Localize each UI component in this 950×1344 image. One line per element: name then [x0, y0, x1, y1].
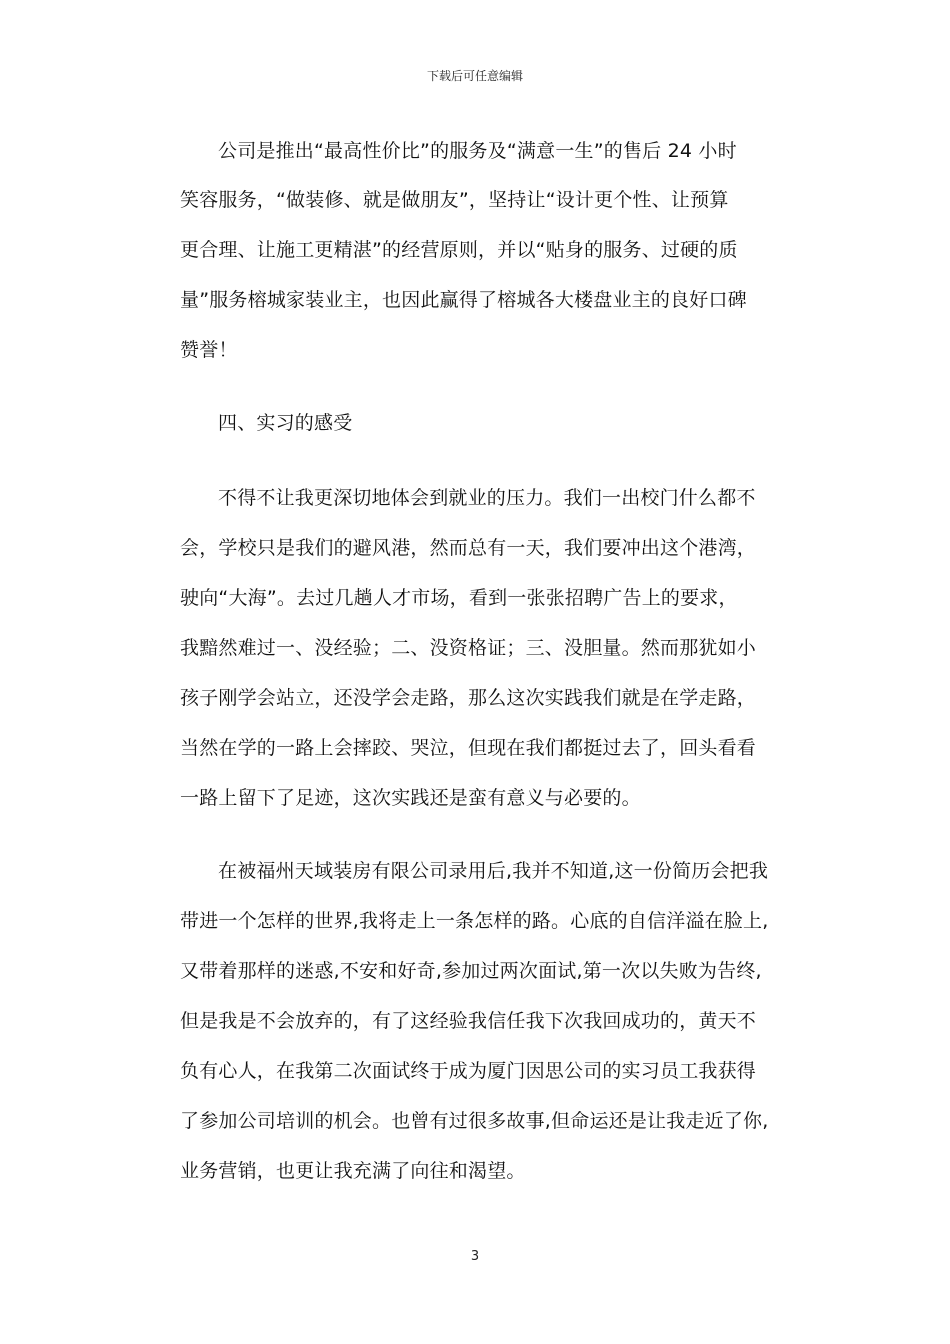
paragraph-line: 了参加公司培训的机会。也曾有过很多故事,但命运还是让我走近了你, [180, 1110, 769, 1132]
paragraph-line: 业务营销，也更让我充满了向往和渴望。 [180, 1160, 526, 1182]
paragraph-line: 赞誉！ [180, 339, 238, 361]
paragraph-line: 一路上留下了足迹，这次实践还是蛮有意义与必要的。 [180, 787, 641, 809]
page-header: 下载后可任意编辑 [426, 69, 523, 83]
paragraph-line: 但是我是不会放弃的，有了这经验我信任我下次我回成功的，黄天不 [180, 1010, 757, 1032]
paragraph-line: 又带着那样的迷惑,不安和好奇,参加过两次面试,第一次以失败为告终, [180, 960, 762, 982]
paragraph-line: 公司是推出“最高性价比”的服务及“满意一生”的售后 24 小时 [218, 140, 737, 162]
paragraph-line: 量”服务榕城家装业主，也因此赢得了榕城各大楼盘业主的良好口碑 [180, 289, 747, 311]
paragraph-line: 会，学校只是我们的避风港，然而总有一天，我们要冲出这个港湾， [180, 537, 757, 559]
paragraph-line: 驶向“大海”。去过几趟人才市场，看到一张张招聘广告上的要求， [180, 587, 738, 609]
paragraph-line: 带进一个怎样的世界,我将走上一条怎样的路。心底的自信洋溢在脸上, [180, 910, 769, 932]
paragraph-line: 不得不让我更深切地体会到就业的压力。我们一出校门什么都不 [218, 487, 756, 509]
paragraph-line: 负有心人，在我第二次面试终于成为厦门因思公司的实习员工我获得 [180, 1060, 757, 1082]
section-heading: 四、实习的感受 [218, 412, 353, 434]
paragraph-line: 在被福州天域装房有限公司录用后,我并不知道,这一份简历会把我 [218, 860, 769, 882]
page-number: 3 [470, 1249, 480, 1264]
paragraph-line: 孩子刚学会站立，还没学会走路，那么这次实践我们就是在学走路， [180, 687, 757, 709]
paragraph-line: 笑容服务，“做装修、就是做朋友”，坚持让“设计更个性、让预算 [180, 189, 729, 211]
paragraph-line: 我黯然难过一、没经验；二、没资格证；三、没胆量。然而那犹如小 [180, 637, 757, 659]
paragraph-line: 当然在学的一路上会摔跤、哭泣，但现在我们都挺过去了，回头看看 [180, 737, 757, 759]
paragraph-line: 更合理、让施工更精湛”的经营原则，并以“贴身的服务、过硬的质 [180, 239, 738, 261]
